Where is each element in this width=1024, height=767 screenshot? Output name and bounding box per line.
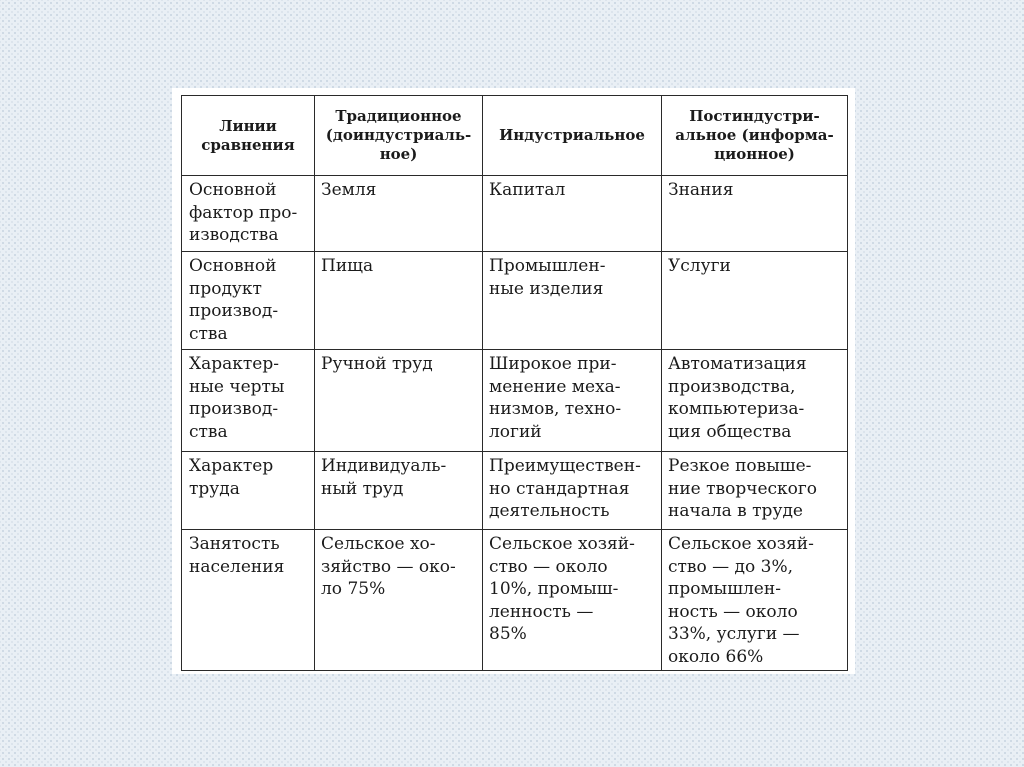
row-label-cell: Занятость населения bbox=[182, 530, 315, 671]
table-cell: Автоматизация производства, компьютериза- ция общества bbox=[662, 350, 848, 452]
table-row bbox=[182, 350, 848, 452]
table-cell: Резкое повыше- ние творческого начала в труде bbox=[662, 452, 848, 530]
row-label-cell: Основной фактор про- изводства bbox=[182, 176, 315, 252]
slide-page bbox=[172, 88, 855, 674]
table-cell: Сельское хо- зяйство — око- ло 75% bbox=[315, 530, 483, 671]
table-row bbox=[182, 452, 848, 530]
table-cell: Сельское хозяй- ство — около 10%, промыш- ленность — 85% bbox=[483, 530, 662, 671]
comparison-table bbox=[181, 95, 848, 671]
table-row bbox=[182, 176, 848, 252]
table-cell: Знания bbox=[662, 176, 848, 252]
table-cell: Индивидуаль- ный труд bbox=[315, 452, 483, 530]
header-cell-postindustrial: Постиндустри- альное (информа- ционное) bbox=[662, 96, 848, 176]
table-cell: Промышлен- ные изделия bbox=[483, 252, 662, 350]
row-label-cell: Характер труда bbox=[182, 452, 315, 530]
table-row bbox=[182, 530, 848, 671]
header-cell-criteria: Линии сравнения bbox=[182, 96, 315, 176]
row-label-cell: Основной продукт производ- ства bbox=[182, 252, 315, 350]
table-header-row bbox=[182, 96, 848, 176]
table-cell: Преимуществен- но стандартная деятельность bbox=[483, 452, 662, 530]
table-cell: Капитал bbox=[483, 176, 662, 252]
row-label-cell: Характер- ные черты производ- ства bbox=[182, 350, 315, 452]
table-row bbox=[182, 252, 848, 350]
table-cell: Земля bbox=[315, 176, 483, 252]
table-cell: Ручной труд bbox=[315, 350, 483, 452]
table-cell: Услуги bbox=[662, 252, 848, 350]
table-cell: Сельское хозяй- ство — до 3%, промышлен- ность — около 33%, услуги — около 66% bbox=[662, 530, 848, 671]
header-cell-traditional: Традиционное (доиндустриаль- ное) bbox=[315, 96, 483, 176]
table-cell: Пища bbox=[315, 252, 483, 350]
header-cell-industrial: Индустриальное bbox=[483, 96, 662, 176]
table-cell: Широкое при- менение меха- низмов, техно- логий bbox=[483, 350, 662, 452]
